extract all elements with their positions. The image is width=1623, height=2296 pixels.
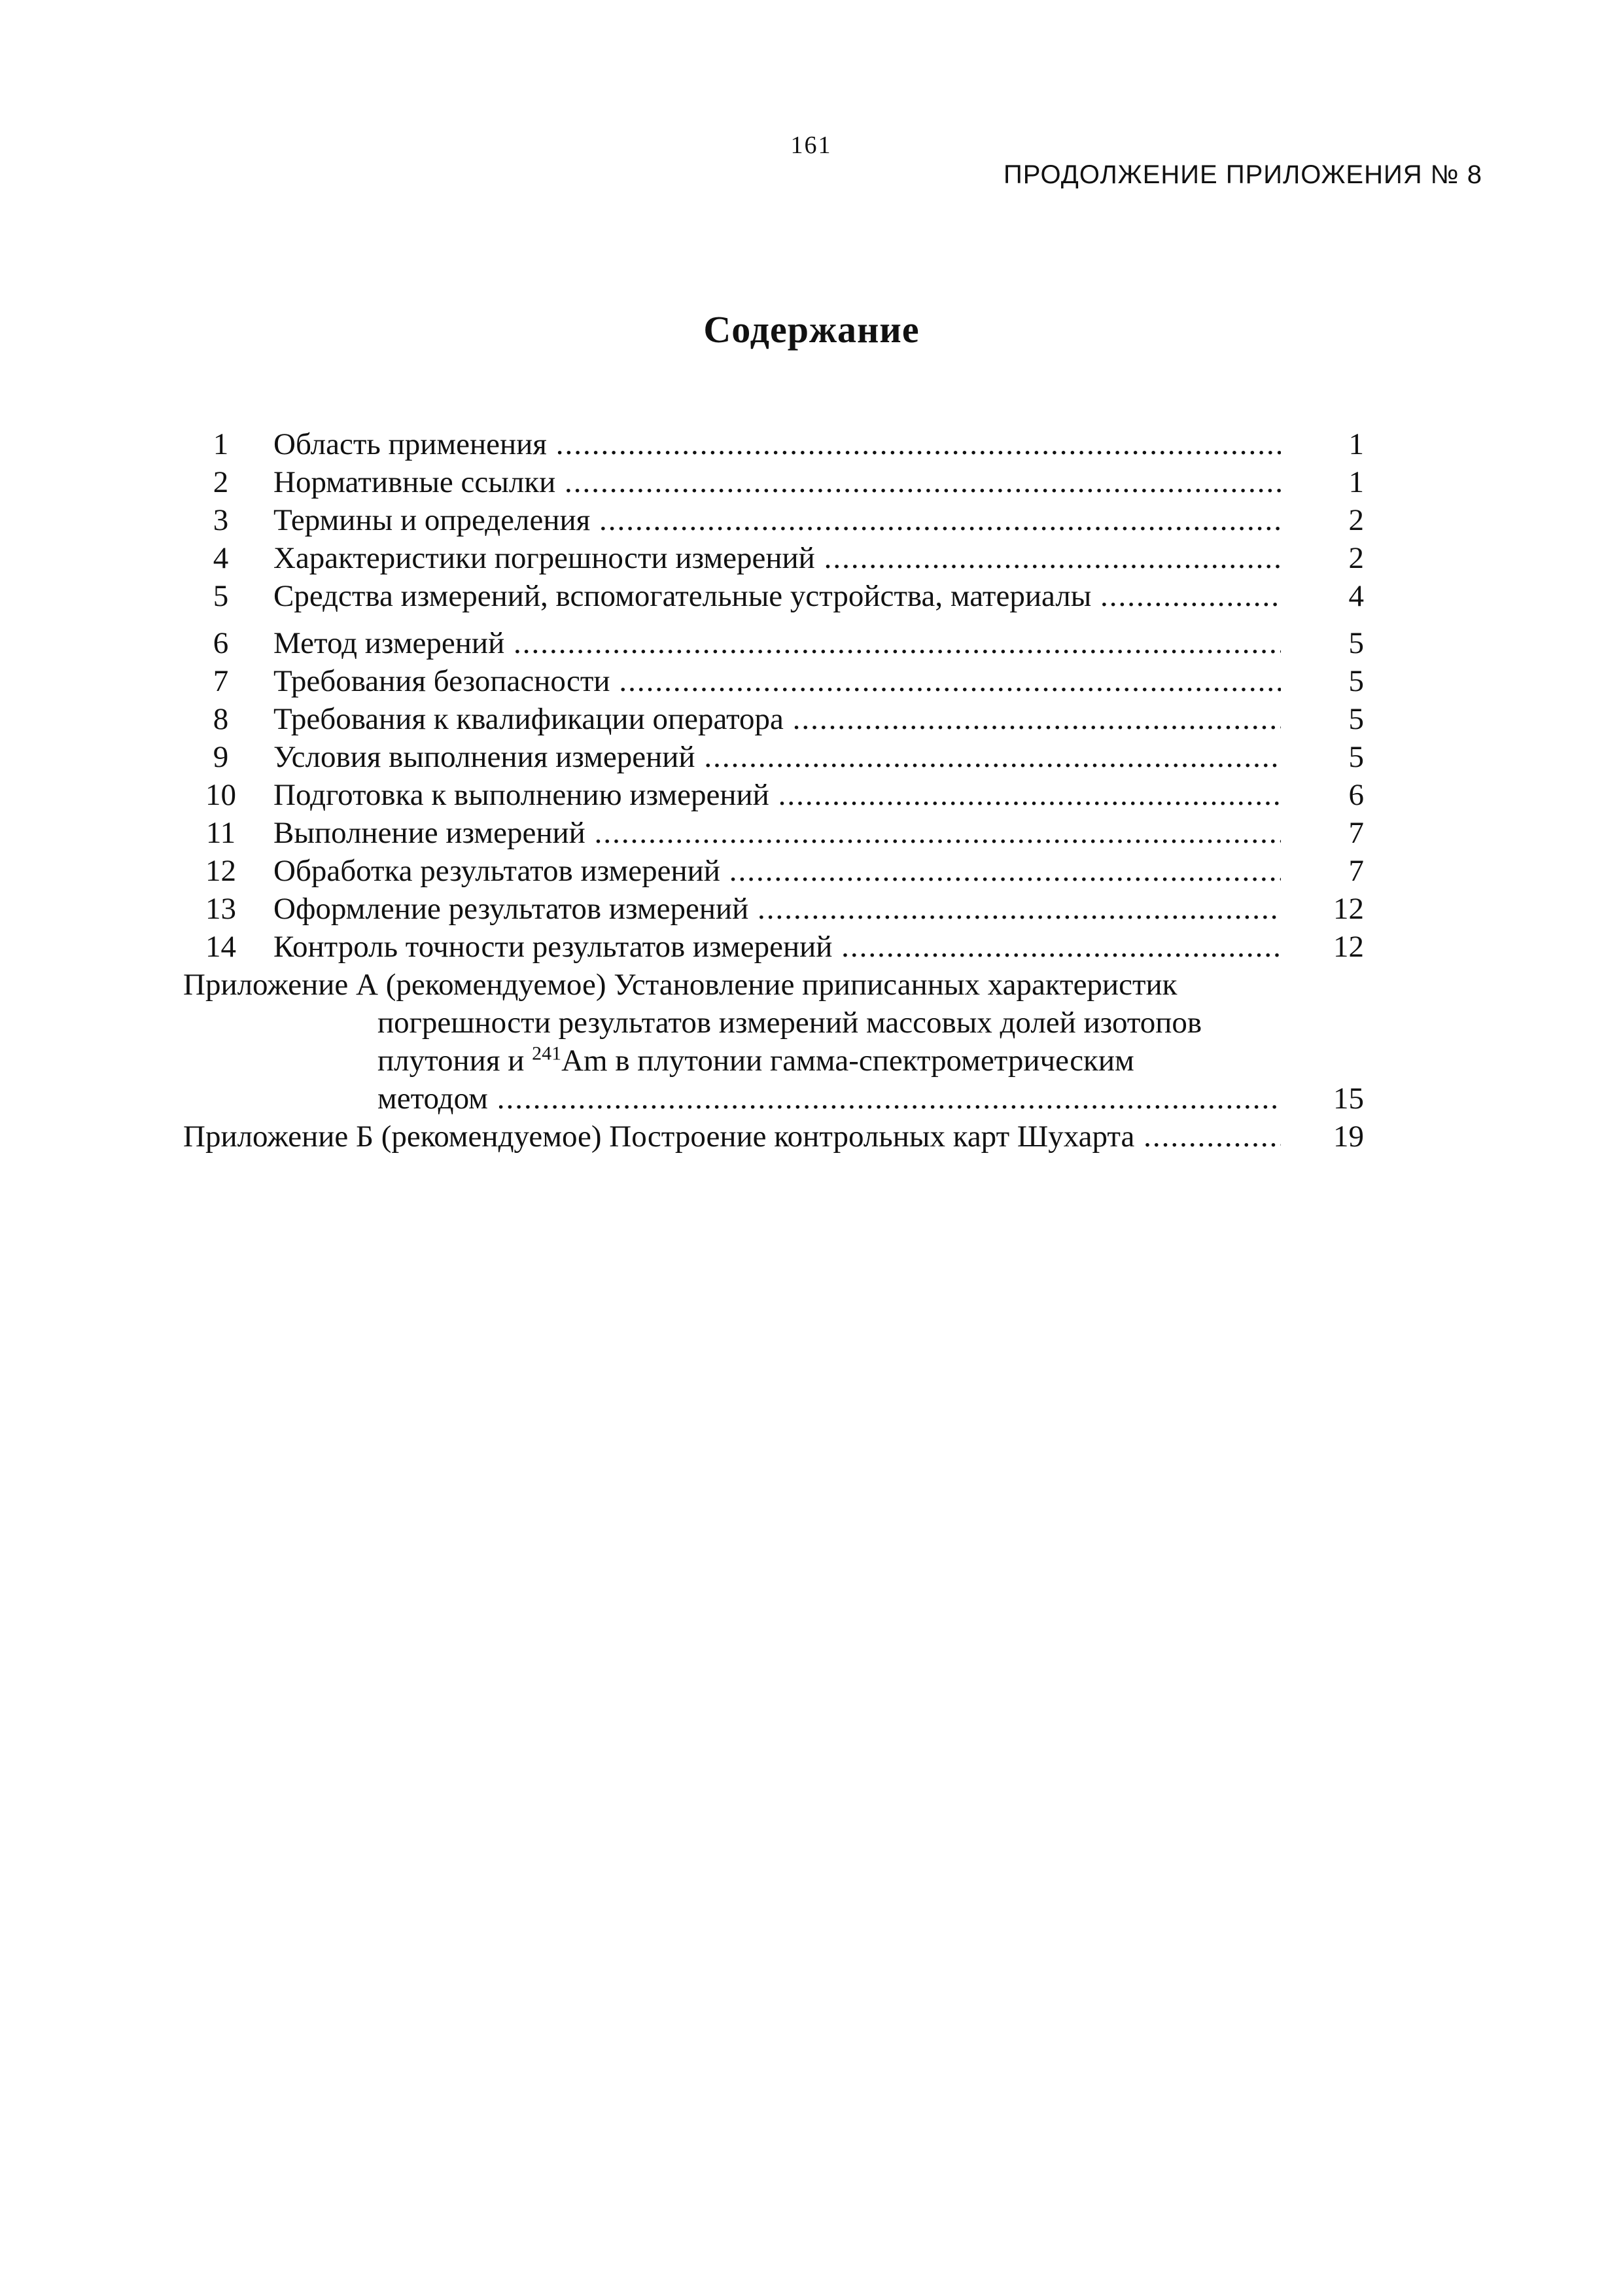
toc-entry [0,501,1623,539]
toc-entry-title: Средства измерений, вспомогательные устройства, материалы ..... [273,577,1281,615]
isotope-mass-number: 241 [532,1042,562,1065]
toc-entry-page: 7 [1292,852,1364,890]
appendix-a-line3-before: плутония и [377,1044,532,1078]
appendix-a-title-line1: Приложение А (рекомендуемое) Установление приписанных характеристик [183,968,1178,1002]
toc-entry [0,776,1623,814]
toc-entry-page: 2 [1292,539,1364,577]
toc-entry-number: 10 [205,778,236,812]
toc-entry-number: 3 [213,503,229,537]
toc-entry [0,700,1623,738]
appendix-continuation-header: ПРОДОЛЖЕНИЕ ПРИЛОЖЕНИЯ № 8 [1003,160,1482,189]
toc-entry-title: Характеристики погрешности измерений ..... [273,539,1281,577]
toc-entry-page: 7 [1292,814,1364,852]
toc-entry-number: 7 [213,664,229,698]
toc-appendix-a-line3 [0,1042,1623,1080]
toc-appendix-a-line2 [0,1004,1623,1042]
toc-entry-title: Условия выполнения измерений ..... [273,738,1281,776]
toc-entry-page: 1 [1292,463,1364,501]
toc-entry-title: Контроль точности результатов измерений ..... [273,928,1281,966]
toc-entry [0,890,1623,928]
toc-appendix-a-line1 [0,966,1623,1004]
appendix-b-title [183,1118,1281,1156]
toc-entry [0,539,1623,577]
toc-entry-title: Требования безопасности ..... [273,662,1281,700]
toc-entry-title: Нормативные ссылки ..... [273,463,1281,501]
toc-entry-page: 5 [1292,624,1364,662]
toc-entry-number: 14 [205,930,236,964]
toc-entry [0,425,1623,463]
page-number: 161 [790,132,832,159]
toc-title: Содержание [703,308,920,351]
toc-entry-page: 5 [1292,662,1364,700]
toc-entry-page: 5 [1292,738,1364,776]
toc-entry-title: Выполнение измерений ..... [273,814,1281,852]
toc-entry-page: 19 [1292,1118,1364,1156]
toc-entry-title: Обработка результатов измерений ..... [273,852,1281,890]
toc-entry [0,928,1623,966]
appendix-a-line3-after: Am в плутонии гамма-спектрометрическим [561,1044,1134,1078]
appendix-b-text: Приложение Б (рекомендуемое) Построение контрольных карт Шухарта ..... [183,1120,1281,1154]
toc-entry [0,662,1623,700]
toc-entry [0,814,1623,852]
toc-appendix-a-line4 [0,1080,1623,1118]
toc-entry-title: Требования к квалификации оператора ..... [273,700,1281,738]
toc-entry-page: 12 [1292,890,1364,928]
toc-entry-page: 12 [1292,928,1364,966]
table-of-contents [0,425,1623,1156]
toc-entry [0,577,1623,615]
toc-entry-title: Термины и определения ..... [273,501,1281,539]
toc-entry [0,624,1623,662]
toc-entry-number: 4 [213,541,229,575]
toc-entry-number: 13 [205,892,236,926]
toc-entry [0,738,1623,776]
toc-entry-page: 5 [1292,700,1364,738]
toc-entry-title: Подготовка к выполнению измерений ..... [273,776,1281,814]
toc-entry-page: 6 [1292,776,1364,814]
toc-entry-number: 1 [213,427,229,461]
toc-entry-number: 11 [205,816,236,850]
toc-entry-title: Оформление результатов измерений ..... [273,890,1281,928]
toc-entry-number: 8 [213,702,229,736]
toc-entry [0,463,1623,501]
toc-entry-page: 2 [1292,501,1364,539]
toc-appendix-b [0,1118,1623,1156]
toc-entry-number: 5 [213,579,229,613]
toc-entry-number: 6 [213,626,229,660]
toc-entry-number: 2 [213,465,229,499]
toc-entry-number: 9 [213,740,229,774]
toc-entry-title: Метод измерений ..... [273,624,1281,662]
toc-entry [0,852,1623,890]
appendix-a-title-line3 [377,1042,1134,1080]
toc-entry-page: 1 [1292,425,1364,463]
appendix-a-line4-text: методом ..... [377,1082,1280,1116]
appendix-a-title-line2: погрешности результатов измерений массовых долей изотопов [377,1006,1202,1040]
appendix-a-title-line4 [377,1080,1280,1118]
toc-entry-page: 4 [1292,577,1364,615]
toc-entry-title: Область применения ..... [273,425,1281,463]
toc-entry-number: 12 [205,854,236,888]
toc-entry-page: 15 [1292,1080,1364,1118]
